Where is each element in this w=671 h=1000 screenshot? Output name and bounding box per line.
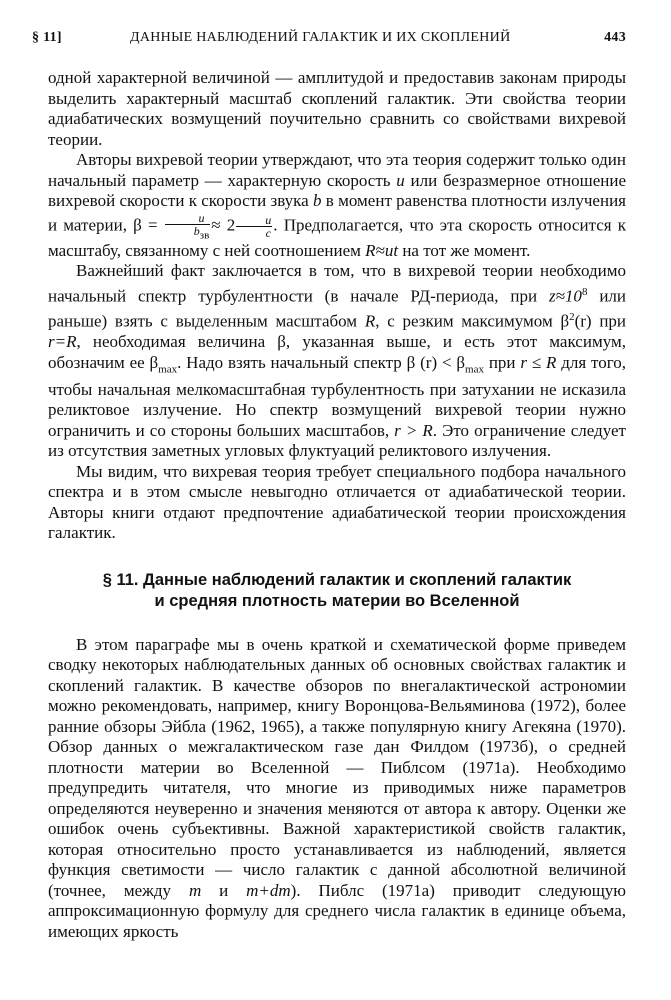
paragraph-1: одной характерной величиной — амплитудой и предоставив законам природы выделить характерный масштаб скоплений галактик. Эти свойства теории адиабатических возмущений поучительно сравнить со свойствами вихревой теории.: [48, 68, 626, 149]
page-number: 443: [604, 30, 626, 45]
section-heading-line-1: § 11. Данные наблюдений галактик и скоплений галактик: [102, 570, 572, 589]
section-heading: [48, 570, 626, 612]
header-section: § 11]: [32, 30, 62, 45]
paragraph-3: Важнейший факт заключается в том, что в вихревой теории необходимо начальный спектр турбулентности (в начале РД-периода, при $z\approx 10^8$ или раньше) взять с выделенным масштабом R, с резким максимумом $\beta^2(r)$ при r=R, необходимая величина β, указанная выше, и есть этот максимум, обозначим ее $\beta_{max}$. Надо взять начальный спектр β $(r) < \beta_{max}$ при r ≤ R для того, чтобы начальная мелкомасштабная турбулентность при затухании не исказила реликтовое излучение. Но спектр возмущений вихревой теории нужно ограничить и со стороны больших масштабов, r > R. Это ограничение следует из отсутствия заметных угловых флуктуаций реликтового излучения.: [48, 261, 627, 461]
running-header: [32, 30, 626, 50]
fraction-u-over-c: $\frac{u}{c}$: [236, 214, 272, 239]
paragraph-4: Мы видим, что вихревая теория требует специального подбора начального спектра и в этом смысле невыгодно отличается от адиабатической теории. Авторы книги отдают предпочтение адиабатической теории происхождения галактик.: [48, 461, 626, 543]
page-body: [48, 68, 626, 942]
header-title: ДАННЫЕ НАБЛЮДЕНИЙ ГАЛАКТИК И ИХ СКОПЛЕНИЙ: [130, 30, 511, 45]
paragraph-2: Авторы вихревой теории утверждают, что эта теория содержит только один начальный параметр — характерную скорость u или безразмерное отношение вихревой скорости к скорости звука b в момент равенства плотности излучения и материи, β = $\frac{u}{b_{зв}}$ ≈ 2 $\frac{u}{c}$ . Предполагается, что эта скорость относится к масштабу, связанному с ней соотношением R≈ut на тот же момент.: [48, 150, 626, 260]
paragraph-5: В этом параграфе мы в очень краткой и схематической форме приведем сводку некоторых наблюдательных данных об основных свойствах галактик и скоплений галактик. В качестве обзоров по внегалактической астрономии можно рекомендовать, например, книгу Воронцова-Вельяминова (1972), более ранние обзоры Эйбла (1962, 1965), а также популярную книгу Агекяна (1970). Обзор данных о межгалактическом газе дан Филдом (1973б), о средней плотности материи во Вселенной — Пиблсом (1971а). Необходимо предупредить читателя, что многие из приводимых ниже параметров определяются неуверенно и значения меняются от автора к автору. Оценки же ошибок очень субъективны. Важной характеристикой свойств галактик, которая относительно просто устанавливается из наблюдений, является функция светимости — число галактик с данной абсолютной величиной (точнее, между m и m+dm). Пиблс (1971а) приводит следующую аппроксимационную формулу для среднего числа галактик в единице объема, имеющих яркость: [48, 634, 626, 941]
section-heading-line-2: и средняя плотность материи во Вселенной: [154, 591, 520, 610]
fraction-u-over-b: $\frac{u}{b_{зв}}$: [165, 212, 211, 241]
